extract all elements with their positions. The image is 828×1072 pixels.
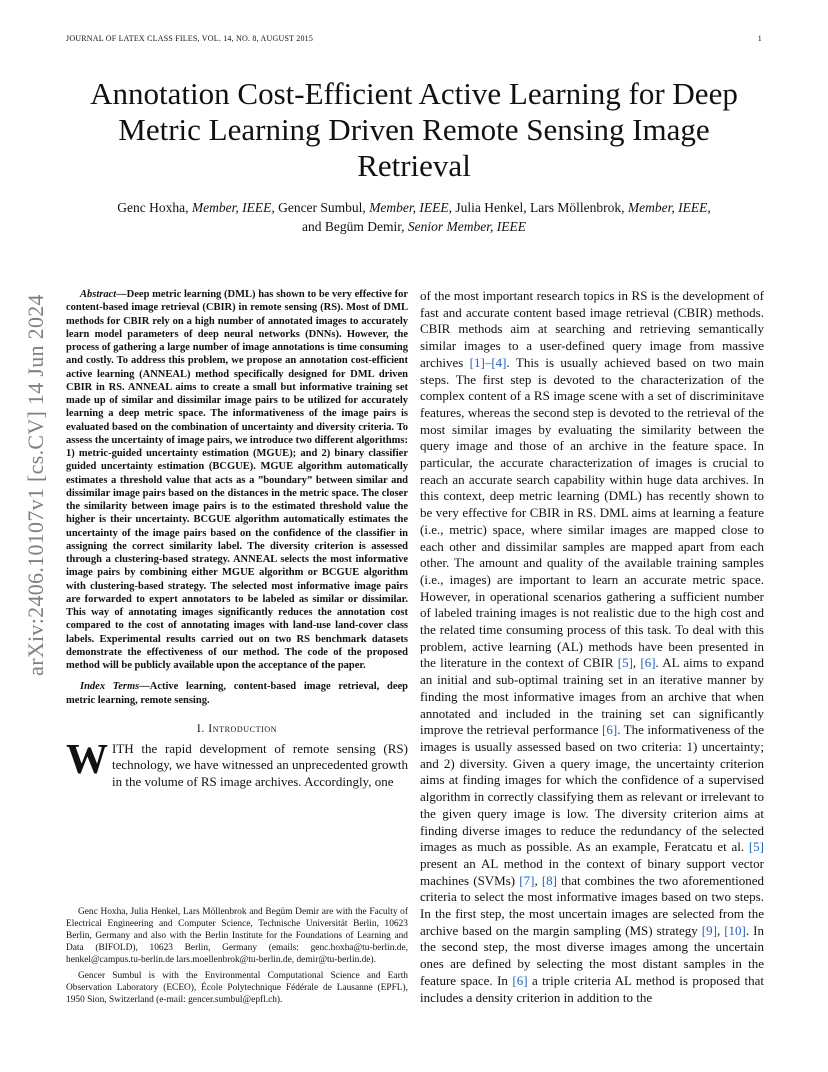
body-text: a triple criteria AL method is proposed that includes a density criterion in addition to the bbox=[420, 972, 764, 1005]
section-number: I. bbox=[196, 722, 205, 735]
citation-link[interactable]: [1]–[4] bbox=[469, 354, 507, 370]
footnotes bbox=[66, 906, 408, 1010]
footnote-affiliation-2: Gencer Sumbul is with the Environmental Computational Science and Earth Observation Laboratory (ECEO), École Polytechnique Fédérale de Lausanne (EPFL), 1950 Sion, Switzerland (e-mail: gencer.sumbul@epfl.ch). bbox=[66, 971, 408, 1005]
author-role: Member, IEEE, bbox=[369, 200, 453, 215]
author-name: Gencer Sumbul, bbox=[278, 200, 366, 215]
abstract-label: Abstract bbox=[80, 289, 117, 300]
author-role: Member, IEEE, bbox=[191, 200, 275, 215]
citation-link[interactable]: [10] bbox=[724, 922, 746, 938]
body-text: . This is usually achieved based on two main steps. The first step is devoted to the characterization of the complex content of a RS image scene with a set of discriminitave features, whereas the second step is devoted to the retrieval of the most similar images by evaluating the similarity between the query image and those of an archive in the feature space. In particular, the accurate characterization of images is crucial to reach an accurate search capability within huge data archives. In this context, deep metric learning (DML) has recently shown to be very effective for CBIR in RS. DML aims at learning a feature (i.e., metric) space, where similar images are mapped close to each other and dissimilar samples are mapped apart from each other. The amount and quality of the available training samples (i.e., images) are important to learn an accurate metric space. However, in operational scenarios gathering a sufficient number of labeled training images is not realistic due to the high cost and the related time consuming process of this task. To deal with this problem, active learning (AL) methods have been presented in the literature in the context of CBIR bbox=[420, 354, 764, 671]
citation-link[interactable]: [6] bbox=[640, 655, 656, 671]
section-title: Introduction bbox=[208, 722, 278, 735]
author-line-2 bbox=[60, 217, 768, 236]
author-name: and Begüm Demir, bbox=[301, 219, 405, 234]
arxiv-stamp bbox=[6, 290, 66, 680]
intro-paragraph bbox=[66, 736, 408, 791]
arxiv-stamp-text: arXiv:2406.10107v1 [cs.CV] 14 Jun 2024 bbox=[23, 294, 48, 676]
body-text: present an AL method in the context of binary support vector machines (SVMs) bbox=[420, 855, 764, 888]
author-name: Julia Henkel, Lars Möllenbrok, bbox=[455, 200, 625, 215]
citation-link[interactable]: [6] bbox=[602, 722, 618, 738]
body-text: , bbox=[534, 872, 542, 888]
journal-name: JOURNAL OF LATEX CLASS FILES, VOL. 14, NO. 8, AUGUST 2015 bbox=[66, 34, 314, 43]
page-number: 1 bbox=[757, 34, 762, 43]
body-text: , bbox=[632, 655, 641, 671]
index-terms-label: Index Terms bbox=[80, 681, 140, 693]
citation-link[interactable]: [5] bbox=[748, 839, 764, 855]
index-terms-text: —Active learning, content-based image retrieval, deep metric learning, remote sensing. bbox=[66, 681, 408, 706]
right-column-paragraph bbox=[420, 288, 764, 1006]
author-role: Senior Member, IEEE bbox=[407, 219, 527, 234]
abstract-text: —Deep metric learning (DML) has shown to be very effective for content-based image retrieval (CBIR) in remote sensing (RS). Most of DML methods for CBIR rely on a high number of annotated images to accurately learn model parameters of deep neural networks (DNNs). However, the process of gathering a large number of image annotations is time consuming and costly. To address this problem, we propose an annotation cost-efficient active learning (ANNEAL) method specifically designed for DML driven CBIR in RS. ANNEAL aims to create a small but informative training set made up of similar and dissimilar image pairs to be utilized for accurately learning a deep metric space. The informativeness of the image pairs is evaluated based on the combination of uncertainty and diversity criteria. To assess the uncertainty of image pairs, we introduce two different algorithms: 1) metric-guided uncertainty estimation (MGUE); and 2) binary classifier guided uncertainty estimation (BCGUE). MGUE algorithm automatically estimates a threshold value that acts as a ”boundary” between similar and dissimilar image pairs based on the distances in the metric space. The closer the similarity between image pairs is to the estimated threshold value the higher is their uncertainty. BCGUE algorithm automatically estimates the uncertainty of the image pairs based on the confidence of the classifier in assigning the correct similarity label. The diversity criterion is assessed through a clustering-based strategy. ANNEAL selects the most informative image pairs by combining either MGUE algorithm or BCGUE algorithm with clustering-based strategy. The selected most informative image pairs are forwarded to expert annotators to be labeled as similar or dissimilar. This way of annotating images significantly reduces the annotation cost compared to the cost of annotating images with land-use land-cover class labels. Experimental results carried out on two RS benchmark datasets demonstrate the effectiveness of our method. The code of the proposed method will be publicly available upon the acceptance of the paper. bbox=[66, 289, 408, 671]
body-text: , bbox=[716, 922, 725, 938]
author-line-1 bbox=[60, 198, 768, 217]
author-role: Member, IEEE, bbox=[627, 200, 711, 215]
right-column bbox=[420, 288, 764, 1006]
intro-text: ITH the rapid development of remote sensing (RS) technology, we have witnessed an unprecedented growth in the volume of RS image archives. Accordingly, one bbox=[112, 740, 408, 789]
drop-cap: W bbox=[66, 736, 108, 783]
citation-link[interactable]: [5] bbox=[617, 655, 633, 671]
body-text: . AL aims to expand an initial and sub-optimal training set in an iterative manner by finding the most informative images from an archive that when annotated and included in the training set can significantly improve the retrieval performance bbox=[420, 655, 764, 738]
citation-link[interactable]: [6] bbox=[512, 972, 528, 988]
index-terms bbox=[66, 680, 408, 707]
author-name: Genc Hoxha, bbox=[117, 200, 189, 215]
left-column bbox=[66, 288, 408, 791]
citation-link[interactable]: [9] bbox=[701, 922, 717, 938]
section-heading bbox=[66, 723, 408, 735]
abstract bbox=[66, 288, 408, 672]
paper-title: Annotation Cost-Efficient Active Learning for Deep Metric Learning Driven Remote Sensing Image Retrieval bbox=[90, 76, 738, 183]
body-text: . The informativeness of the images is usually assessed based on two criteria: 1) uncertainty; and 2) diversity. Given a query image, the uncertainty criterion aims at finding images for which the confidence of a supervised algorithm in correctly classifying them as relevant or irrelevant to the given query image is low. The diversity criterion aims at finding diverse images to reduce the redundancy of the selected images as much as possible. As an example, Feratcatu et al. bbox=[420, 722, 764, 855]
running-head bbox=[66, 34, 762, 43]
body-text: that combines the two aforementioned criteria to select the most informative images based on two steps. In the first step, the most uncertain images are selected from the archive based on the margin sampling (MS) strategy bbox=[420, 872, 764, 938]
body-text: of the most important research topics in RS is the development of fast and accurate content based image retrieval (CBIR) methods. CBIR methods aim at searching and retrieving semantically similar images to a user-defined query image from massive archives bbox=[420, 288, 764, 370]
body-text: . In the second step, the most diverse images among the uncertain ones are defined by selecting the most distant samples in the feature space. In bbox=[420, 922, 764, 988]
author-list bbox=[60, 198, 768, 236]
citation-link[interactable]: [7] bbox=[519, 872, 535, 888]
footnote-affiliation-1: Genc Hoxha, Julia Henkel, Lars Möllenbrok and Begüm Demir are with the Faculty of Electrical Engineering and Computer Science, Technische Universität Berlin, 10623 Berlin, Germany and also with the Berlin Institute for the Foundations of Learning and Data (BIFOLD), 10623 Berlin, Germany (emails: genc.hoxha@tu-berlin.de, henkel@campus.tu-berlin.de lars.moellenbrok@tu-berlin.de, demir@tu-berlin.de). bbox=[66, 907, 408, 965]
citation-link[interactable]: [8] bbox=[541, 872, 558, 888]
